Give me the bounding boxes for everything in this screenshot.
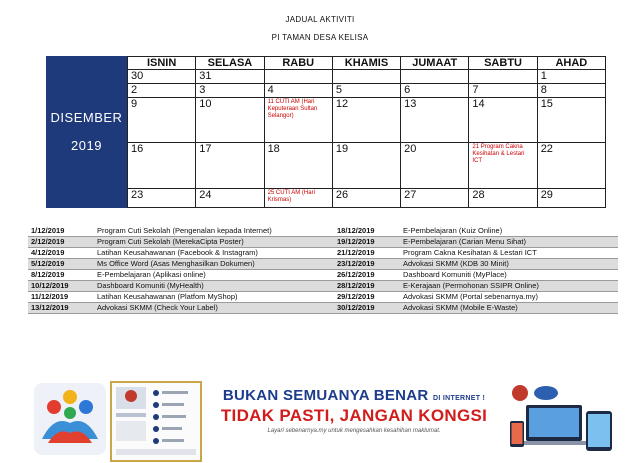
- calendar-event: 25 CUTI AM (Hari Krismas): [267, 189, 315, 203]
- activity-schedule: [28, 226, 618, 314]
- calendar-day-cell: [537, 84, 605, 98]
- calendar-day-cell: [128, 188, 196, 207]
- schedule-date: 23/12/2019: [334, 259, 400, 270]
- calendar-day-cell: [332, 143, 400, 188]
- calendar-day-number: 5: [335, 84, 342, 97]
- calendar-grid: [127, 56, 606, 208]
- schedule-date: 4/12/2019: [31, 248, 65, 257]
- document-subtitle: PI TAMAN DESA KELISA: [271, 33, 369, 42]
- schedule-row: [28, 270, 618, 281]
- banner-line3: Layari sebenarnya.my untuk mengesahkan kesahihan maklumat.: [267, 428, 441, 434]
- calendar-day-number: 1: [540, 70, 547, 82]
- calendar-day-cell: [196, 188, 264, 207]
- schedule-row: [28, 226, 618, 237]
- calendar-day-cell: [332, 98, 400, 143]
- calendar-day-cell: [401, 143, 469, 188]
- app-screenshot-image: [110, 381, 202, 462]
- banner-line1-small: DI INTERNET !: [433, 395, 486, 402]
- calendar-day-number: 15: [540, 98, 553, 111]
- calendar-day-cell: [401, 70, 469, 84]
- schedule-activity: Ms Office Word (Asas Menghasilkan Dokumen): [94, 259, 334, 270]
- schedule-activity: Advokasi SKMM (Portal sebenarnya.my): [403, 292, 539, 301]
- schedule-row: [28, 259, 618, 270]
- calendar-day-cell: [469, 84, 537, 98]
- schedule-activity: Latihan Keusahawanan (Platfom MyShop): [97, 292, 238, 301]
- schedule-date: 13/12/2019: [28, 303, 94, 314]
- banner-line1: BUKAN SEMUANYA BENAR: [222, 387, 429, 404]
- devices-image: [506, 383, 618, 456]
- schedule-date: 30/12/2019: [334, 303, 400, 314]
- day-header: SELASA: [196, 57, 264, 70]
- calendar-day-number: 13: [404, 98, 417, 111]
- schedule-date: 8/12/2019: [31, 270, 65, 279]
- schedule-date: 26/12/2019: [337, 270, 375, 279]
- schedule-date: 1/12/2019: [31, 226, 65, 235]
- calendar-day-number: 30: [131, 70, 144, 82]
- calendar-day-number: 24: [199, 188, 212, 201]
- schedule-date: 29/12/2019: [337, 292, 375, 301]
- calendar-day-number: 14: [472, 98, 485, 111]
- community-app-icon: [34, 383, 106, 455]
- calendar-day-number: 18: [267, 143, 280, 156]
- schedule-activity: Advokasi SKMM (Check Your Label): [94, 303, 334, 314]
- day-header: AHAD: [537, 57, 605, 70]
- calendar-day-number: 31: [199, 70, 212, 82]
- calendar-day-cell: [264, 188, 332, 207]
- calendar-day-cell: [332, 188, 400, 207]
- calendar-event: 21 Program Cakna Kesihatan & Lestari ICT: [472, 144, 525, 165]
- schedule-activity: Dashboard Komuniti (MyHealth): [94, 281, 334, 292]
- calendar-day-number: 23: [131, 188, 144, 201]
- calendar-day-cell: [196, 84, 264, 98]
- calendar-week: [128, 98, 606, 143]
- calendar-day-cell: [128, 84, 196, 98]
- calendar-day-cell: [537, 143, 605, 188]
- calendar-day-number: 10: [199, 98, 212, 111]
- calendar-day-number: 28: [472, 188, 485, 201]
- schedule-row: [28, 281, 618, 292]
- schedule-activity: E-Kerajaan (Permohonan SSIPR Online): [400, 281, 618, 292]
- calendar-day-cell: [264, 70, 332, 84]
- schedule-activity: Program Cuti Sekolah (Pengenalan kepada Internet): [97, 226, 272, 235]
- calendar-day-cell: [332, 84, 400, 98]
- schedule-row: [28, 303, 618, 314]
- schedule-date: 28/12/2019: [334, 281, 400, 292]
- schedule-activity: Latihan Keusahawanan (Facebook & Instagram): [97, 248, 258, 257]
- schedule-row: [28, 248, 618, 259]
- calendar-day-cell: [537, 188, 605, 207]
- day-header: KHAMIS: [332, 57, 400, 70]
- day-header: RABU: [264, 57, 332, 70]
- calendar-day-number: 20: [404, 143, 417, 156]
- calendar-week: [128, 143, 606, 188]
- calendar-day-cell: [264, 98, 332, 143]
- schedule-date: 18/12/2019: [337, 226, 375, 235]
- calendar-day-number: 4: [267, 84, 274, 97]
- schedule-date: 10/12/2019: [28, 281, 94, 292]
- calendar-day-cell: [196, 143, 264, 188]
- calendar-day-number: 3: [199, 84, 206, 97]
- calendar-day-number: 22: [540, 143, 553, 156]
- schedule-row: [28, 237, 618, 248]
- calendar-day-number: 27: [404, 188, 417, 201]
- calendar-day-number: 26: [335, 188, 349, 201]
- year-label: 2019: [71, 138, 102, 153]
- calendar-day-cell: [469, 70, 537, 84]
- schedule-date: 11/12/2019: [31, 292, 69, 301]
- calendar-day-cell: [332, 70, 400, 84]
- schedule-activity: E-Pembelajaran (Kuiz Online): [403, 226, 503, 235]
- calendar-day-number: 17: [199, 143, 212, 156]
- schedule-date: 19/12/2019: [334, 237, 400, 248]
- month-label: DISEMBER: [50, 110, 123, 125]
- awareness-banner: [204, 381, 620, 458]
- calendar-day-cell: [469, 143, 537, 188]
- calendar-day-cell: [128, 98, 196, 143]
- calendar-day-number: 12: [335, 98, 349, 111]
- calendar-week: [128, 188, 606, 207]
- calendar-day-cell: [401, 98, 469, 143]
- calendar-day-cell: [128, 143, 196, 188]
- calendar-day-number: 2: [131, 84, 138, 97]
- schedule-date: 2/12/2019: [28, 237, 94, 248]
- calendar-day-cell: [401, 188, 469, 207]
- calendar: [46, 56, 606, 208]
- calendar-day-cell: [196, 98, 264, 143]
- calendar-day-cell: [401, 84, 469, 98]
- schedule-activity: Advokasi SKMM (Mobile E-Waste): [400, 303, 618, 314]
- schedule-activity: E-Pembelajaran (Aplikasi online): [97, 270, 206, 279]
- calendar-day-number: 19: [335, 143, 349, 156]
- calendar-day-cell: [537, 70, 605, 84]
- schedule-date: 21/12/2019: [337, 248, 375, 257]
- calendar-day-number: 9: [131, 98, 138, 111]
- schedule-activity: Advokasi SKMM (KDB 30 Minit): [400, 259, 618, 270]
- calendar-day-cell: [469, 188, 537, 207]
- calendar-day-cell: [264, 84, 332, 98]
- schedule-activity: E-Pembelajaran (Carian Menu Sihat): [400, 237, 618, 248]
- calendar-day-cell: [469, 98, 537, 143]
- day-header: JUMAAT: [401, 57, 469, 70]
- calendar-day-cell: [537, 98, 605, 143]
- calendar-week: [128, 84, 606, 98]
- day-header: ISNIN: [128, 57, 196, 70]
- calendar-day-number: 7: [472, 84, 479, 97]
- calendar-day-number: 16: [131, 143, 144, 156]
- banner-line2: TIDAK PASTI, JANGAN KONGSI: [220, 406, 488, 425]
- schedule-row: [28, 292, 618, 303]
- day-header: SABTU: [469, 57, 537, 70]
- calendar-day-number: 8: [540, 84, 547, 97]
- calendar-event: 11 CUTI AM (Hari Keputeraan Sultan Selangor): [267, 99, 318, 120]
- calendar-week: [128, 70, 606, 84]
- schedule-activity: Program Cuti Sekolah (MerekaCipta Poster): [94, 237, 334, 248]
- document-title: JADUAL AKTIVITI: [285, 15, 355, 24]
- calendar-day-cell: [196, 70, 264, 84]
- schedule-activity: Program Cakna Kesihatan & Lestari ICT: [403, 248, 537, 257]
- month-block: [46, 56, 127, 208]
- schedule-activity: Dashboard Komuniti (MyPlace): [403, 270, 507, 279]
- calendar-day-cell: [264, 143, 332, 188]
- calendar-day-number: 29: [540, 188, 553, 201]
- calendar-day-number: 6: [404, 84, 411, 97]
- calendar-day-cell: [128, 70, 196, 84]
- schedule-date: 5/12/2019: [28, 259, 94, 270]
